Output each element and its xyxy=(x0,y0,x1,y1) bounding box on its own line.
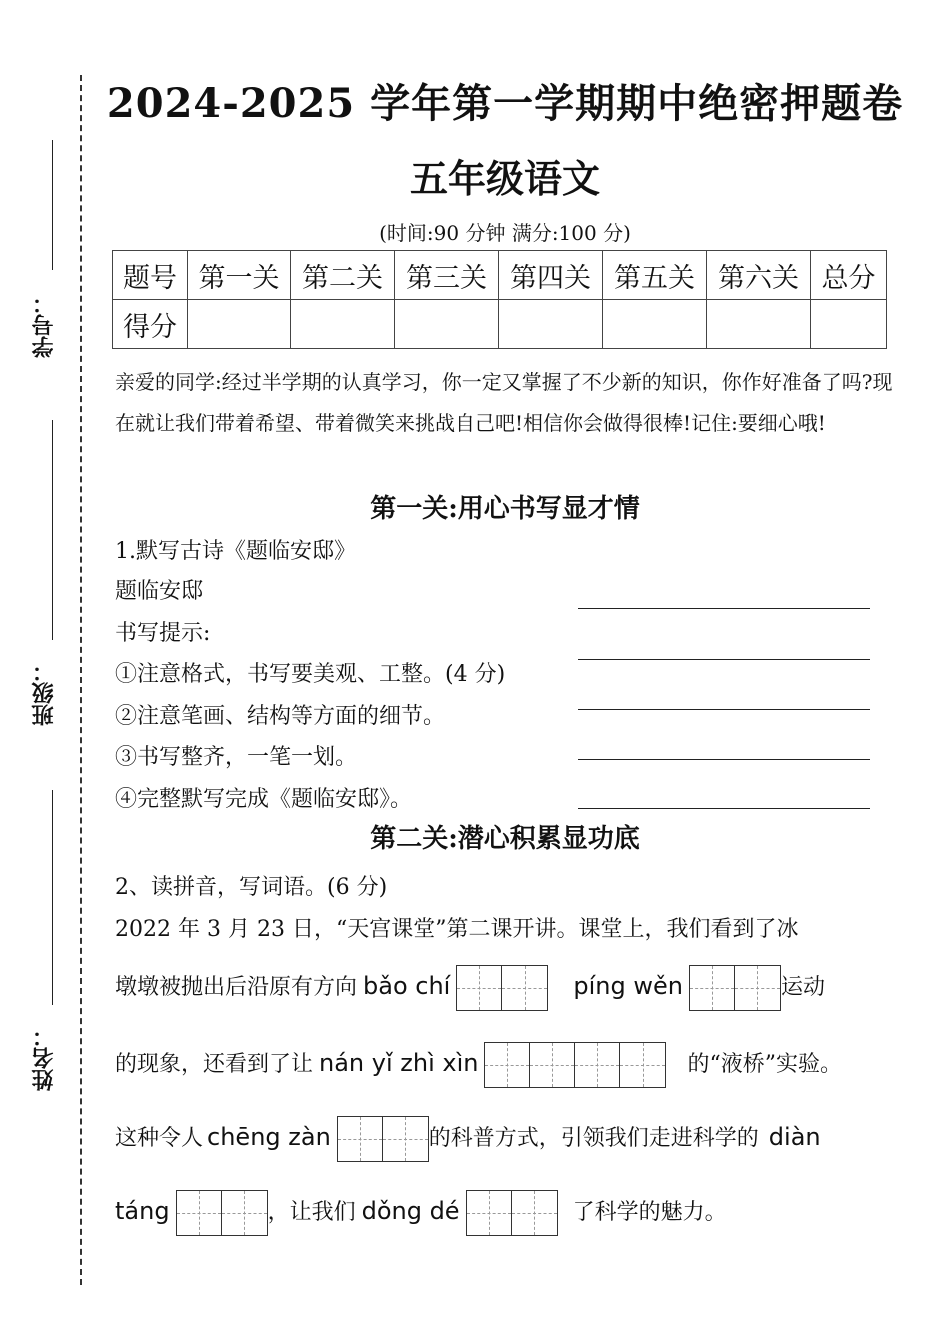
hint-item: ①注意格式，书写要美观、工整。(4 分) xyxy=(115,662,506,687)
writing-line[interactable] xyxy=(578,659,870,660)
section1-title: 第一关:用心书写显才情 xyxy=(370,494,640,524)
passage-text: 的科普方式，引领我们走进科学的 xyxy=(428,1126,759,1151)
pinyin-prompt: nán yǐ zhì xìn xyxy=(319,1049,479,1077)
question-1: 1.默写古诗《题临安邸》 xyxy=(115,539,356,564)
exam-subtitle: 五年级语文 xyxy=(409,156,600,201)
score-header-cell: 第六关 xyxy=(707,251,811,300)
pinyin-prompt: chēng zàn xyxy=(207,1123,331,1151)
score-header-cell: 第五关 xyxy=(603,251,707,300)
question-2: 2、读拼音，写词语。(6 分) xyxy=(115,875,388,900)
hint-item: ④完整默写完成《题临安邸》。 xyxy=(115,787,413,812)
writing-line[interactable] xyxy=(578,709,870,710)
score-cell[interactable] xyxy=(188,300,291,349)
pinyin-prompt: bǎo chí xyxy=(363,972,451,1000)
passage-line-5 xyxy=(115,1190,727,1236)
pinyin-prompt: diàn xyxy=(768,1123,821,1151)
exam-title: 2024-2025 学年第一学期期中绝密押题卷 xyxy=(106,80,904,127)
tianzige-box[interactable] xyxy=(337,1116,429,1162)
score-row-label: 得分 xyxy=(113,300,188,349)
passage-line-3 xyxy=(115,1042,842,1088)
passage-text: 运动 xyxy=(780,975,825,1000)
class-label: 班级： xyxy=(31,660,57,726)
score-table xyxy=(112,250,887,349)
name-label: 姓名： xyxy=(31,1025,57,1091)
score-cell[interactable] xyxy=(811,300,887,349)
passage-text: 墩墩被抛出后沿原有方向 xyxy=(115,975,358,1000)
tianzige-box[interactable] xyxy=(176,1190,268,1236)
score-header-cell: 第四关 xyxy=(499,251,603,300)
score-header-cell: 题号 xyxy=(113,251,188,300)
tianzige-box[interactable] xyxy=(456,965,548,1011)
score-header-cell: 总分 xyxy=(811,251,887,300)
passage-text: 的现象，还看到了让 xyxy=(115,1052,314,1077)
section2-title: 第二关:潜心积累显功底 xyxy=(370,824,640,854)
score-table-score-row xyxy=(113,300,887,349)
writing-line[interactable] xyxy=(578,808,870,809)
passage-text: 的“液桥”实验。 xyxy=(687,1052,842,1077)
hint-item: ②注意笔画、结构等方面的细节。 xyxy=(115,704,446,729)
score-header-cell: 第三关 xyxy=(395,251,499,300)
binding-dashed-line xyxy=(80,75,82,1285)
student-id-label: 学号： xyxy=(31,292,57,358)
passage-text: ，让我们 xyxy=(267,1200,356,1225)
score-cell[interactable] xyxy=(395,300,499,349)
passage-text: 这种令人 xyxy=(115,1126,204,1151)
writing-line[interactable] xyxy=(578,759,870,760)
writing-line[interactable] xyxy=(578,608,870,609)
score-cell[interactable] xyxy=(291,300,395,349)
pinyin-prompt: dǒng dé xyxy=(361,1197,460,1225)
score-header-cell: 第一关 xyxy=(188,251,291,300)
score-table-header-row xyxy=(113,251,887,300)
score-cell[interactable] xyxy=(499,300,603,349)
tianzige-box[interactable] xyxy=(689,965,781,1011)
score-header-cell: 第二关 xyxy=(291,251,395,300)
tianzige-box[interactable] xyxy=(484,1042,666,1088)
pinyin-prompt: píng wěn xyxy=(573,972,683,1000)
passage-line-4 xyxy=(115,1116,827,1162)
passage-text: 了科学的魅力。 xyxy=(572,1200,727,1225)
class-line[interactable] xyxy=(52,420,53,640)
time-info: (时间:90 分钟 满分:100 分) xyxy=(379,221,631,245)
hint-item: ③书写整齐，一笔一划。 xyxy=(115,745,358,770)
tianzige-box[interactable] xyxy=(466,1190,558,1236)
intro-paragraph: 亲爱的同学:经过半学期的认真学习，你一定又掌握了不少新的知识，你作好准备了吗?现在就让我们带着希望、带着微笑来挑战自己吧!相信你会做得很棒!记住:要细心哦! xyxy=(115,370,893,435)
passage-line-1: 2022 年 3 月 23 日，“天宫课堂”第二课开讲。课堂上，我们看到了冰 xyxy=(115,917,799,942)
score-cell[interactable] xyxy=(707,300,811,349)
hint-title: 书写提示: xyxy=(115,621,211,646)
pinyin-prompt: táng xyxy=(115,1197,170,1225)
poem-title: 题临安邸 xyxy=(115,579,204,604)
score-cell[interactable] xyxy=(603,300,707,349)
passage-line-2 xyxy=(115,965,825,1011)
